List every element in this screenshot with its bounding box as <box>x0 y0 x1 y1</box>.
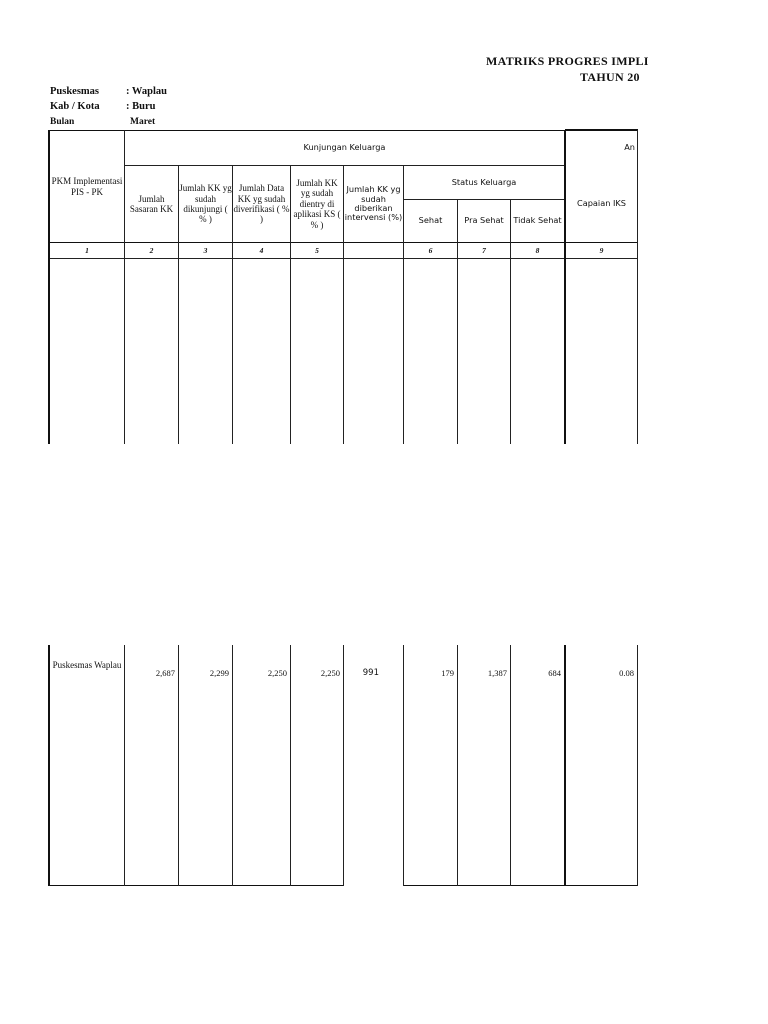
header-tidak-sehat: Tidak Sehat <box>513 215 562 226</box>
cell-sehat: 179 <box>441 668 454 678</box>
header-kk-dientry: Jumlah KK yg sudah dientry di aplikasi KS ( % ) <box>293 178 341 230</box>
meta-kab-value: : Buru <box>126 101 156 112</box>
header-analysis: An <box>624 142 635 153</box>
meta-bulan-label: Bulan <box>50 117 75 127</box>
meta-puskesmas-value: : Waplau <box>126 86 167 97</box>
col-index-8: 8 <box>535 246 540 255</box>
document-title: MATRIKS PROGRES IMPLI <box>486 54 649 68</box>
header-pra-sehat: Pra Sehat <box>464 215 504 226</box>
header-capaian-iks: Capaian IKS <box>576 198 626 209</box>
col-line-1-lower <box>124 645 125 886</box>
cell-diverifikasi: 2,250 <box>267 668 287 678</box>
col-index-5: 5 <box>315 246 319 255</box>
table-bottom-right <box>403 885 638 886</box>
col-line-10 <box>637 130 638 444</box>
meta-kab-kota <box>50 101 155 112</box>
cell-pra-sehat: 1,387 <box>487 668 507 678</box>
col-line-6-lower <box>403 645 404 886</box>
meta-kab-label: Kab / Kota <box>50 101 100 112</box>
header-sehat: Sehat <box>418 215 443 226</box>
col-index-6: 6 <box>428 246 433 255</box>
col-line-2-lower <box>178 645 179 886</box>
col-line-5-lower <box>343 645 344 886</box>
meta-bulan <box>50 117 155 127</box>
cell-dikunjungi: 2,299 <box>209 668 229 678</box>
col-index-3: 3 <box>203 246 208 255</box>
meta-bulan-value: Maret <box>130 117 156 127</box>
cell-capaian-iks: 0.08 <box>619 668 634 678</box>
header-kk-intervensi: Jumlah KK yg sudah diberikan intervensi (%) <box>344 184 403 223</box>
col-line-9-lower <box>564 645 566 886</box>
header-jumlah-sasaran: Jumlah Sasaran KK <box>129 193 174 214</box>
col-line-10-lower <box>637 645 638 886</box>
col-index-1: 1 <box>85 246 89 255</box>
col-line-4-lower <box>290 645 291 886</box>
table-bottom-left <box>48 885 344 886</box>
meta-puskesmas-label: Puskesmas <box>50 86 100 97</box>
col-index-4: 4 <box>259 246 264 255</box>
document-year: TAHUN 20 <box>580 70 640 84</box>
header-kk-dikunjungi: Jumlah KK yg sudah dikunjungi ( % ) <box>179 183 232 225</box>
col-line-3-lower <box>232 645 233 886</box>
header-pkm: PKM Implementasi PIS - PK <box>51 176 123 197</box>
cell-jumlah-sasaran: 2,687 <box>155 668 175 678</box>
cell-tidak-sehat: 684 <box>548 668 561 678</box>
col-line-8-lower <box>510 645 511 886</box>
col-line-7-lower <box>457 645 458 886</box>
cell-intervensi: 991 <box>362 668 379 678</box>
col-index-2: 2 <box>149 246 154 255</box>
row-puskesmas-name: Puskesmas Waplau <box>52 660 122 670</box>
meta-puskesmas <box>50 86 167 97</box>
col-index-7: 7 <box>482 246 486 255</box>
header-data-diverifikasi: Jumlah Data KK yg sudah diverifikasi ( % ) <box>233 183 290 225</box>
cell-dientry: 2,250 <box>320 668 340 678</box>
col-index-9: 9 <box>599 246 604 255</box>
header-kunjungan-keluarga: Kunjungan Keluarga <box>303 142 386 153</box>
header-status-keluarga: Status Keluarga <box>451 176 517 187</box>
